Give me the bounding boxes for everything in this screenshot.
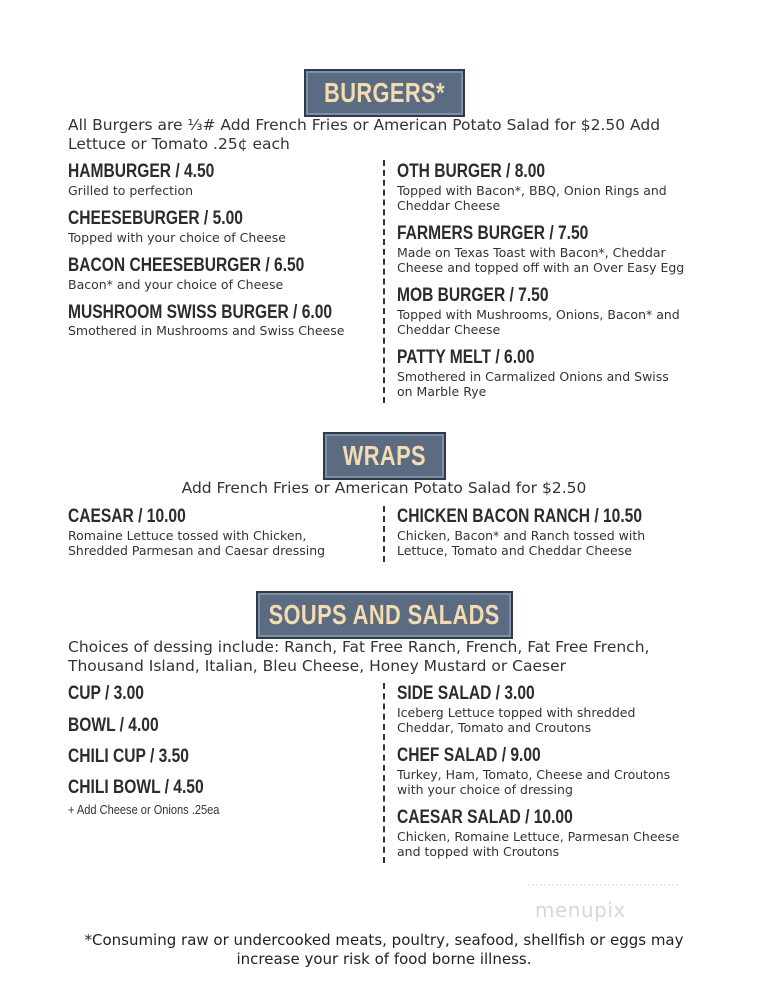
- menu-item-desc: Cheddar Cheese: [397, 198, 501, 213]
- menu-item-desc: Chicken, Bacon* and Ranch tossed with: [397, 528, 646, 543]
- menu-item-name: CHILI BOWL / 4.50: [68, 777, 204, 798]
- menu-item-name: CHICKEN BACON RANCH / 10.50: [397, 506, 643, 527]
- soups-intro: Choices of dessing include: Ranch, Fat Free Ranch, French, Fat Free French, Thousand Island, Italian, Bleu Cheese, Honey Mustard or Caeser: [68, 638, 650, 675]
- menu-item-desc: Topped with your choice of Cheese: [68, 230, 286, 245]
- menu-item-name: CUP / 3.00: [68, 683, 144, 704]
- menu-item-desc: Iceberg Lettuce topped with shredded: [397, 705, 636, 720]
- section-title: BURGERS*: [324, 77, 445, 108]
- menu-item-name: CHEESEBURGER / 5.00: [68, 208, 243, 229]
- menu-item-name: BOWL / 4.00: [68, 715, 159, 736]
- section-banner-wraps: [323, 432, 446, 480]
- menu-item-name: SIDE SALAD / 3.00: [397, 683, 535, 704]
- menu-item-desc: Shredded Parmesan and Caesar dressing: [68, 543, 326, 558]
- column-divider: [383, 160, 385, 403]
- menu-item-name: CAESAR SALAD / 10.00: [397, 807, 573, 828]
- add-on-note: + Add Cheese or Onions .25ea: [68, 802, 220, 817]
- menu-item-desc: Turkey, Ham, Tomato, Cheese and Croutons: [397, 767, 671, 782]
- menu-item-name: CAESAR / 10.00: [68, 506, 186, 527]
- watermark-decoration: [528, 884, 678, 886]
- menu-item-desc: Bacon* and your choice of Cheese: [68, 277, 284, 292]
- menu-item-desc: Topped with Mushrooms, Onions, Bacon* and: [397, 307, 680, 322]
- menu-item-desc: Cheddar Cheese: [397, 322, 501, 337]
- menu-item-desc: Topped with Bacon*, BBQ, Onion Rings and: [397, 183, 667, 198]
- menu-item-name: PATTY MELT / 6.00: [397, 347, 535, 368]
- menu-item-desc: with your choice of dressing: [397, 782, 573, 797]
- column-divider: [383, 506, 385, 562]
- menu-item-desc: on Marble Rye: [397, 384, 487, 399]
- menu-item-name: FARMERS BURGER / 7.50: [397, 223, 589, 244]
- menu-item-desc: Grilled to perfection: [68, 183, 194, 198]
- burgers-intro: All Burgers are ⅓# Add French Fries or American Potato Salad for $2.50 Add Lettuce or Tomato .25¢ each: [68, 116, 661, 153]
- section-banner-burgers: [304, 69, 465, 117]
- menu-item-name: MOB BURGER / 7.50: [397, 285, 549, 306]
- menu-item-desc: and topped with Croutons: [397, 844, 560, 859]
- menu-item-desc: Lettuce, Tomato and Cheddar Cheese: [397, 543, 632, 558]
- menu-item-desc: Smothered in Carmalized Onions and Swiss: [397, 369, 669, 384]
- menu-item-desc: Chicken, Romaine Lettuce, Parmesan Cheese: [397, 829, 680, 844]
- menu-item-name: BACON CHEESEBURGER / 6.50: [68, 255, 305, 276]
- section-title: SOUPS AND SALADS: [268, 599, 501, 630]
- menu-item-name: CHILI CUP / 3.50: [68, 746, 189, 767]
- section-banner-soups: [256, 591, 513, 639]
- wraps-intro: Add French Fries or American Potato Salad for $2.50: [181, 479, 587, 497]
- watermark: menupix: [535, 898, 626, 922]
- menu-item-name: OTH BURGER / 8.00: [397, 161, 546, 182]
- menu-item-desc: Romaine Lettuce tossed with Chicken,: [68, 528, 307, 543]
- menu-item-desc: Cheese and topped off with an Over Easy Egg: [397, 260, 685, 275]
- section-title: WRAPS: [342, 440, 427, 471]
- menu-item-name: CHEF SALAD / 9.00: [397, 745, 541, 766]
- menu-item-name: HAMBURGER / 4.50: [68, 161, 215, 182]
- menu-item-desc: Made on Texas Toast with Bacon*, Cheddar: [397, 245, 666, 260]
- menu-item-name: MUSHROOM SWISS BURGER / 6.00: [68, 302, 333, 323]
- menu-item-desc: Cheddar, Tomato and Croutons: [397, 720, 592, 735]
- menu-item-desc: Smothered in Mushrooms and Swiss Cheese: [68, 323, 345, 338]
- column-divider: [383, 683, 385, 863]
- food-safety-footnote: *Consuming raw or undercooked meats, poultry, seafood, shellfish or eggs may increase your risk of food borne illness.: [84, 931, 684, 968]
